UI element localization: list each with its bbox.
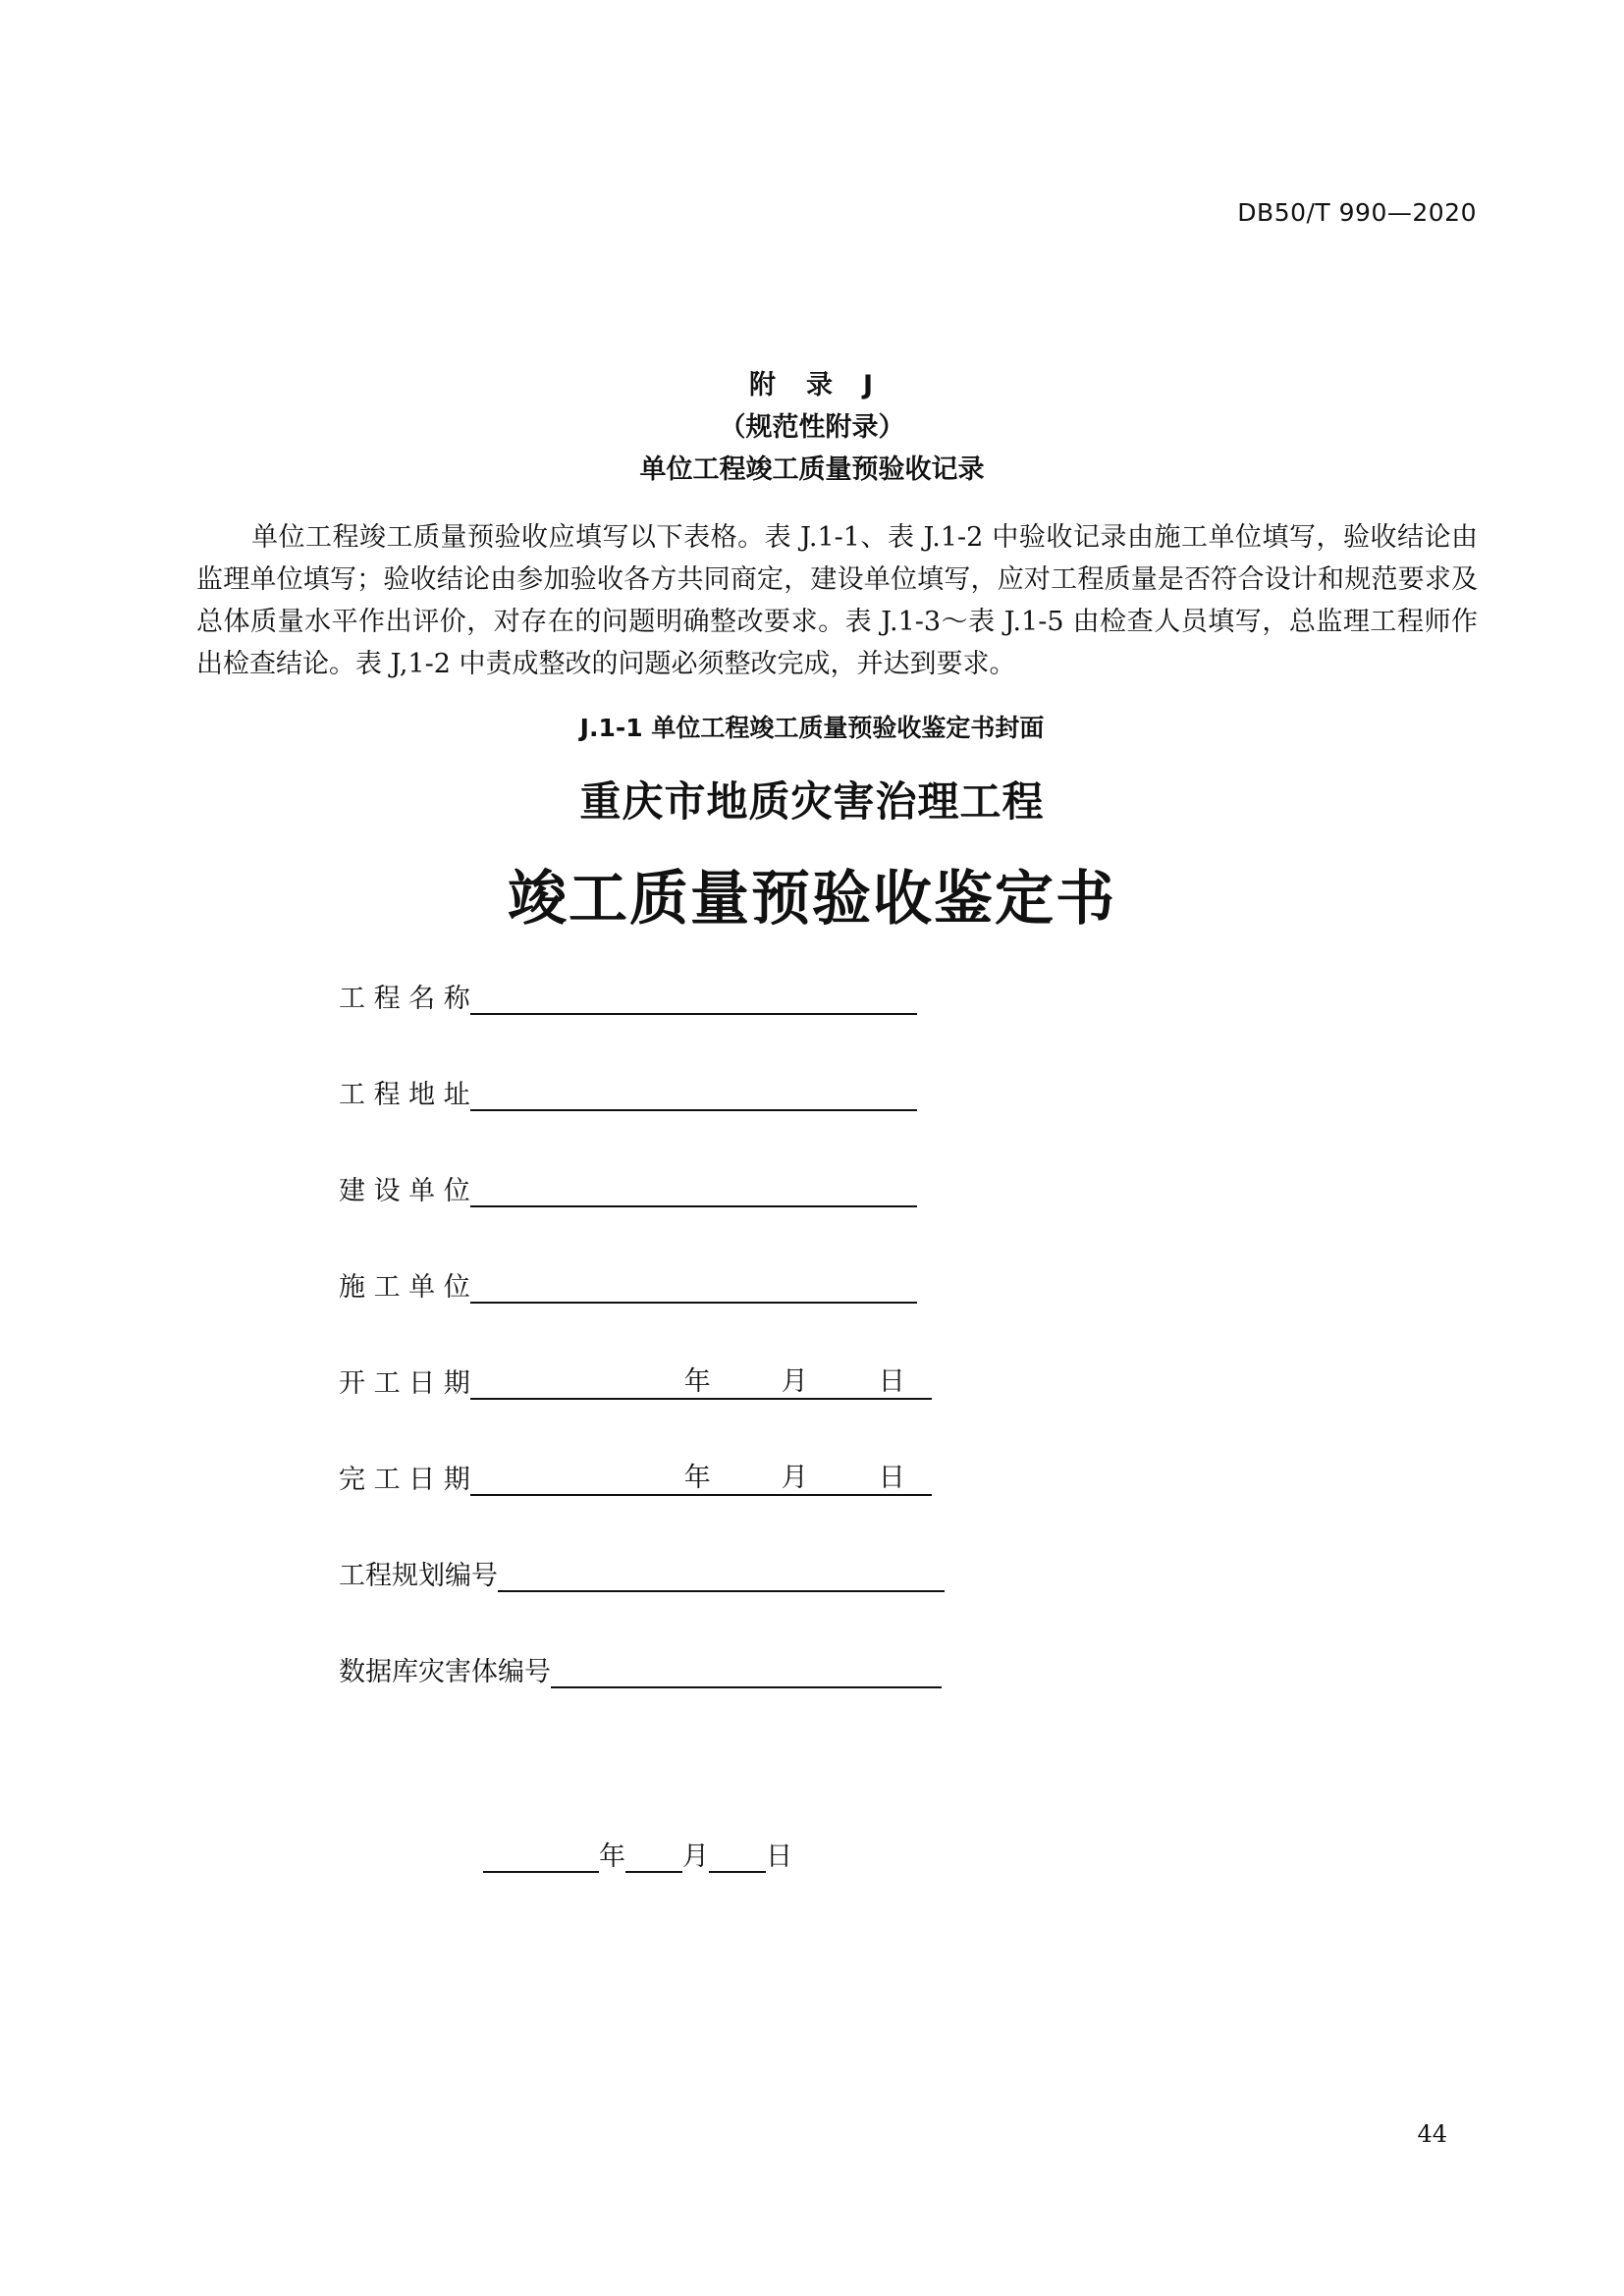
- month-label: 月: [682, 1842, 709, 1872]
- field-label: 工 程 地 址: [339, 1080, 470, 1110]
- year-label: 年: [683, 1463, 711, 1493]
- appendix-name: 单位工程竣工质量预验收记录: [639, 454, 985, 485]
- page-number: 44: [1417, 2120, 1447, 2148]
- month-blank[interactable]: [625, 1842, 682, 1873]
- field-label: 工程规划编号: [339, 1561, 498, 1591]
- appendix-title: 附 录 J: [748, 370, 876, 400]
- field-project-name: [339, 976, 917, 1015]
- field-planning-number: [339, 1553, 945, 1592]
- date-blank-line[interactable]: [470, 1364, 932, 1400]
- field-blank-line[interactable]: [470, 984, 917, 1015]
- cover-title-line1: 重庆市地质灾害治理工程: [579, 777, 1045, 826]
- intro-paragraph: 单位工程竣工质量预验收应填写以下表格。表 J.1-1、表 J.1-2 中验收记录由施工单位填写，验收结论由监理单位填写；验收结论由参加验收各方共同商定，建设单位填写，应对工程质量是否符合设计和规范要求及总体质量水平作出评价，对存在的问题明确整改要求。表 J.1-3～表 J.1-5 由检查人员填写，总监理工程师作出检查结论。表 J,1-2 中责成整改的问题必须整改完成，并达到要求。: [196, 522, 1478, 679]
- field-construction-unit: [339, 1168, 917, 1207]
- day-label: 日: [878, 1366, 905, 1397]
- day-blank[interactable]: [709, 1842, 766, 1873]
- field-label: 建 设 单 位: [339, 1176, 470, 1206]
- document-code: DB50/T 990—2020: [1237, 198, 1477, 227]
- year-label: 年: [683, 1366, 711, 1397]
- year-blank[interactable]: [483, 1842, 599, 1873]
- day-label: 日: [878, 1463, 905, 1493]
- field-blank-line[interactable]: [470, 1080, 917, 1111]
- field-label: 施 工 单 位: [339, 1272, 470, 1303]
- field-project-address: [339, 1072, 917, 1111]
- month-label: 月: [781, 1366, 808, 1397]
- date-blank-line[interactable]: [470, 1461, 932, 1496]
- year-label: 年: [599, 1842, 625, 1872]
- field-label: 开 工 日 期: [339, 1368, 470, 1399]
- sign-date: [483, 1834, 792, 1873]
- day-label: 日: [766, 1842, 792, 1872]
- field-start-date: [339, 1361, 932, 1400]
- month-label: 月: [781, 1463, 808, 1493]
- field-label: 数据库灾害体编号: [339, 1657, 551, 1687]
- field-label: 完 工 日 期: [339, 1465, 470, 1495]
- field-blank-line[interactable]: [470, 1272, 917, 1304]
- field-blank-line[interactable]: [551, 1657, 942, 1688]
- field-end-date: [339, 1457, 932, 1496]
- section-title: J.1-1 单位工程竣工质量预验收鉴定书封面: [579, 714, 1045, 742]
- appendix-subtitle: （规范性附录）: [719, 412, 905, 443]
- field-label: 工 程 名 称: [339, 984, 470, 1014]
- cover-title-line2: 竣工质量预验收鉴定书: [508, 865, 1116, 934]
- field-database-hazard-number: [339, 1649, 942, 1688]
- field-blank-line[interactable]: [498, 1561, 945, 1592]
- field-blank-line[interactable]: [470, 1176, 917, 1207]
- field-builder-unit: [339, 1264, 917, 1304]
